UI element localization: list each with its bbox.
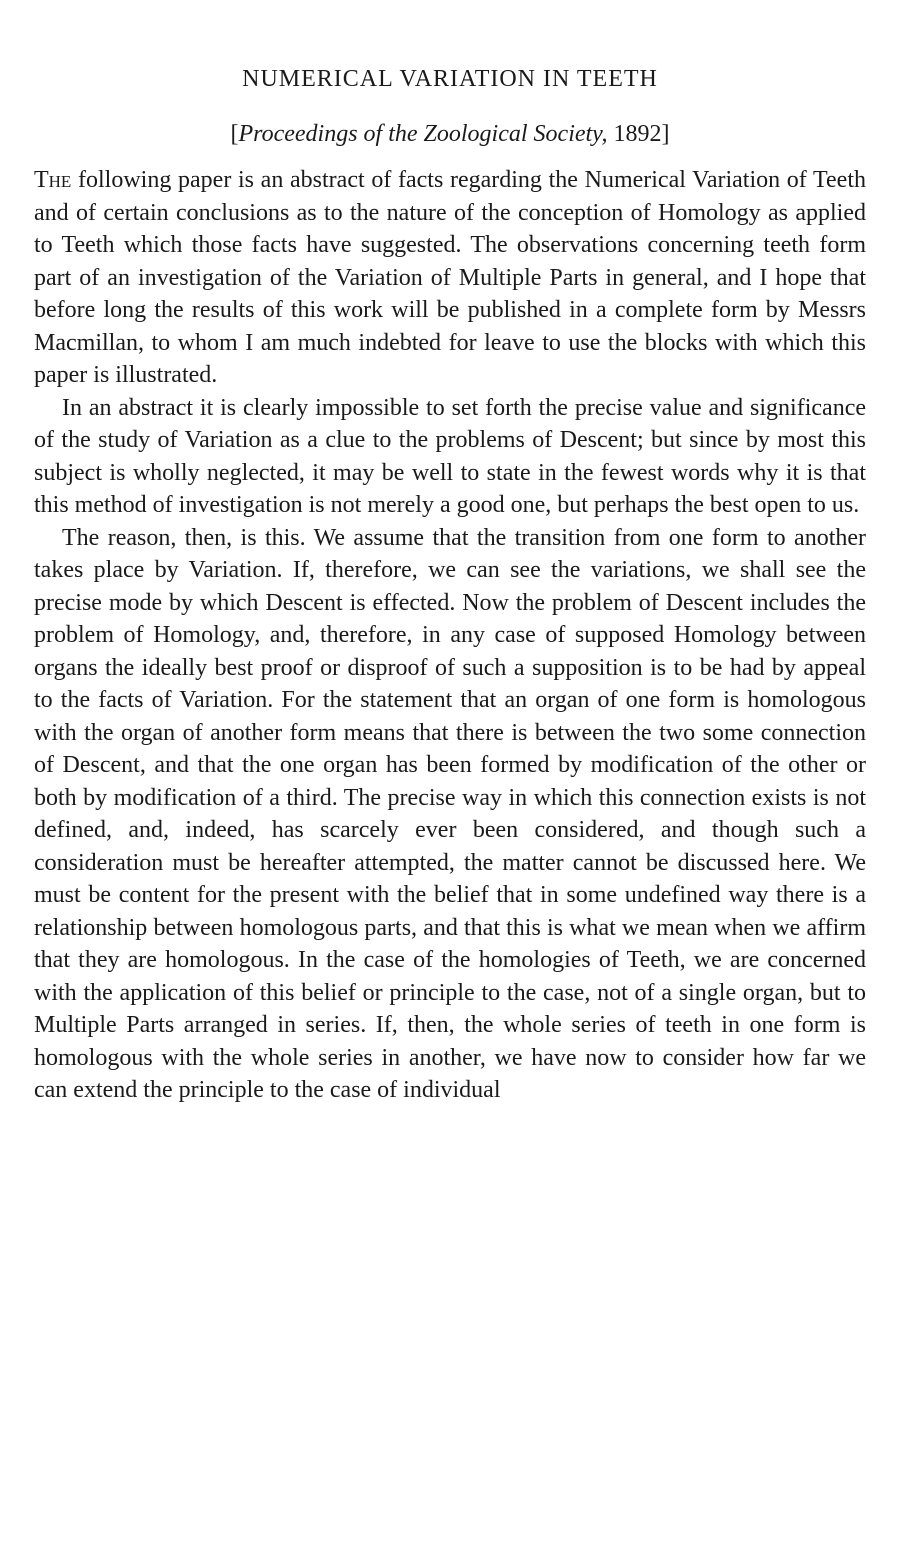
- paragraph-1-text: following paper is an abstract of facts regarding the Numerical Variation of Teeth and of certain conclusions as to the nature of the conception of Homology as applied to Teeth which those facts have suggested. The observations concerning teeth form part of an investigation of the Variation of Multiple Parts in general, and I hope that before long the results of this work will be published in a complete form by Messrs Macmillan, to whom I am much indebted for leave to use the blocks with which this paper is illustrated.: [34, 167, 866, 388]
- paragraph-1: [34, 164, 866, 392]
- source-journal: Proceedings of the Zoological Society,: [238, 121, 608, 147]
- source-year: 1892]: [607, 121, 670, 147]
- paragraph-3: The reason, then, is this. We assume that the transition from one form to another takes place by Variation. If, therefore, we can see the variations, we shall see the precise mode by which Descent is effected. Now the problem of Descent includes the problem of Homology, and, therefore, in any case of supposed Homology between organs the ideally best proof or disproof of such a supposition is to be had by appeal to the facts of Variation. For the statement that an organ of one form is homologous with the organ of another form means that there is between the two some connection of Descent, and that the one organ has been formed by modification of the other or both by modification of a third. The precise way in which this connection exists is not defined, and, indeed, has scarcely ever been considered, and though such a consideration must be hereafter attempted, the matter cannot be discussed here. We must be content for the present with the belief that in some undefined way there is a relationship between homologous parts, and that this is what we mean when we affirm that they are homologous. In the case of the homologies of Teeth, we are concerned with the application of this belief or principle to the case, not of a single organ, but to Multiple Parts arranged in series. If, then, the whole series of teeth in one form is homologous with the whole series in another, we have now to consider how far we can extend the principle to the case of individual: [34, 524, 866, 1103]
- page-title: NUMERICAL VARIATION IN TEETH: [242, 66, 658, 92]
- source-citation: [34, 118, 866, 150]
- source-open-bracket: [: [230, 121, 239, 147]
- paragraph-2: In an abstract it is clearly impossible to set forth the precise value and significance of the study of Variation as a clue to the problems of Descent; but since by most this subject is wholly neglected, it may be well to state in the fewest words why it is that this method of investigation is not merely a good one, but perhaps the best open to us.: [34, 394, 866, 518]
- paragraph-1-lead: The: [34, 167, 72, 193]
- page: [34, 62, 866, 1107]
